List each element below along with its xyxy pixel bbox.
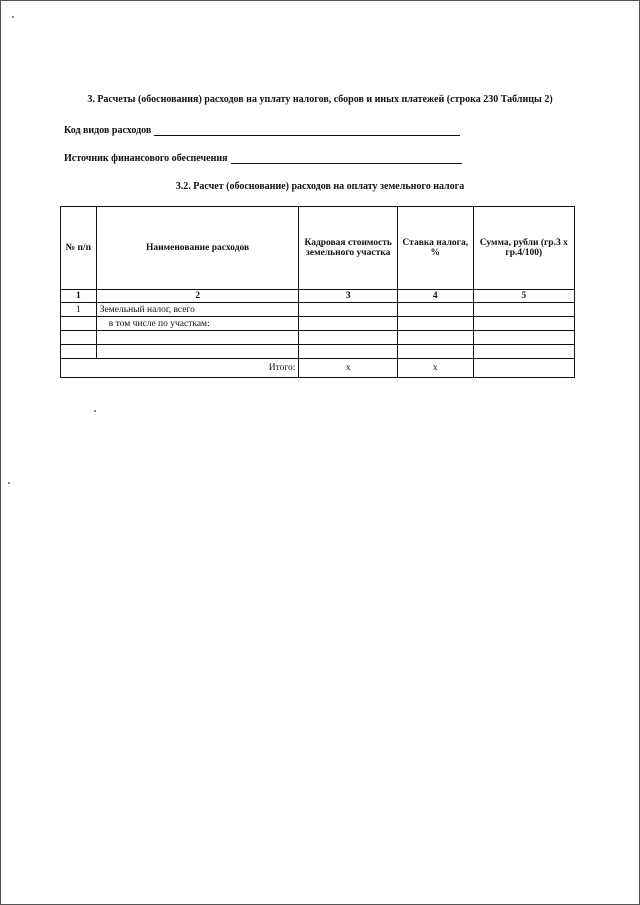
funding-source-label: Источник финансового обеспечения bbox=[64, 153, 228, 164]
cadastral-value-cell[interactable] bbox=[299, 317, 398, 331]
column-number: 4 bbox=[397, 290, 473, 303]
tax-rate-cell[interactable] bbox=[397, 317, 473, 331]
expense-code-label: Код видов расходов bbox=[64, 125, 152, 136]
row-number: 1 bbox=[61, 303, 97, 317]
funding-source-blank[interactable] bbox=[231, 154, 462, 164]
column-number-row bbox=[61, 290, 575, 303]
table-row-total bbox=[61, 359, 575, 378]
table-row-empty bbox=[61, 331, 575, 345]
table-row-land-tax bbox=[61, 303, 575, 317]
tax-rate-cell[interactable] bbox=[397, 331, 473, 345]
total-sum-cell[interactable] bbox=[473, 359, 574, 378]
cadastral-value-cell[interactable] bbox=[299, 303, 398, 317]
column-number: 5 bbox=[473, 290, 574, 303]
row-name: Земельный налог, всего bbox=[96, 303, 299, 317]
total-tax-rate: х bbox=[397, 359, 473, 378]
sum-cell[interactable] bbox=[473, 345, 574, 359]
row-name[interactable] bbox=[96, 345, 299, 359]
scan-speck bbox=[8, 482, 10, 484]
row-number bbox=[61, 317, 97, 331]
sum-cell[interactable] bbox=[473, 331, 574, 345]
sum-cell[interactable] bbox=[473, 303, 574, 317]
subsection-title: 3.2. Расчет (обоснование) расходов на оплату земельного налога bbox=[175, 181, 465, 192]
column-number: 2 bbox=[96, 290, 299, 303]
header-sum: Сумма, рубли (гр.3 х гр.4/100) bbox=[473, 207, 574, 290]
table-header-row bbox=[61, 207, 575, 290]
row-name[interactable] bbox=[96, 331, 299, 345]
column-number: 1 bbox=[61, 290, 97, 303]
land-tax-table bbox=[60, 206, 575, 378]
total-label: Итого: bbox=[61, 359, 299, 378]
tax-rate-cell[interactable] bbox=[397, 303, 473, 317]
cadastral-value-cell[interactable] bbox=[299, 331, 398, 345]
tax-rate-cell[interactable] bbox=[397, 345, 473, 359]
header-expense-name: Наименование расходов bbox=[96, 207, 299, 290]
funding-source-field bbox=[64, 153, 462, 164]
row-number bbox=[61, 345, 97, 359]
scan-speck bbox=[94, 410, 96, 412]
column-number: 3 bbox=[299, 290, 398, 303]
section-title: 3. Расчеты (обоснования) расходов на уплату налогов, сборов и иных платежей (строка 230 Таблицы 2) bbox=[87, 94, 553, 105]
cadastral-value-cell[interactable] bbox=[299, 345, 398, 359]
header-cadastral-value: Кадровая стоимость земельного участка bbox=[299, 207, 398, 290]
total-cadastral-value: х bbox=[299, 359, 398, 378]
sum-cell[interactable] bbox=[473, 317, 574, 331]
row-name: в том числе по участкам: bbox=[96, 317, 299, 331]
expense-code-field bbox=[64, 125, 460, 136]
expense-code-blank[interactable] bbox=[154, 126, 460, 136]
header-number: № п/п bbox=[61, 207, 97, 290]
header-tax-rate: Ставка налога, % bbox=[397, 207, 473, 290]
table-row-empty bbox=[61, 345, 575, 359]
scan-speck bbox=[12, 16, 14, 18]
table-row-by-plots bbox=[61, 317, 575, 331]
row-number bbox=[61, 331, 97, 345]
